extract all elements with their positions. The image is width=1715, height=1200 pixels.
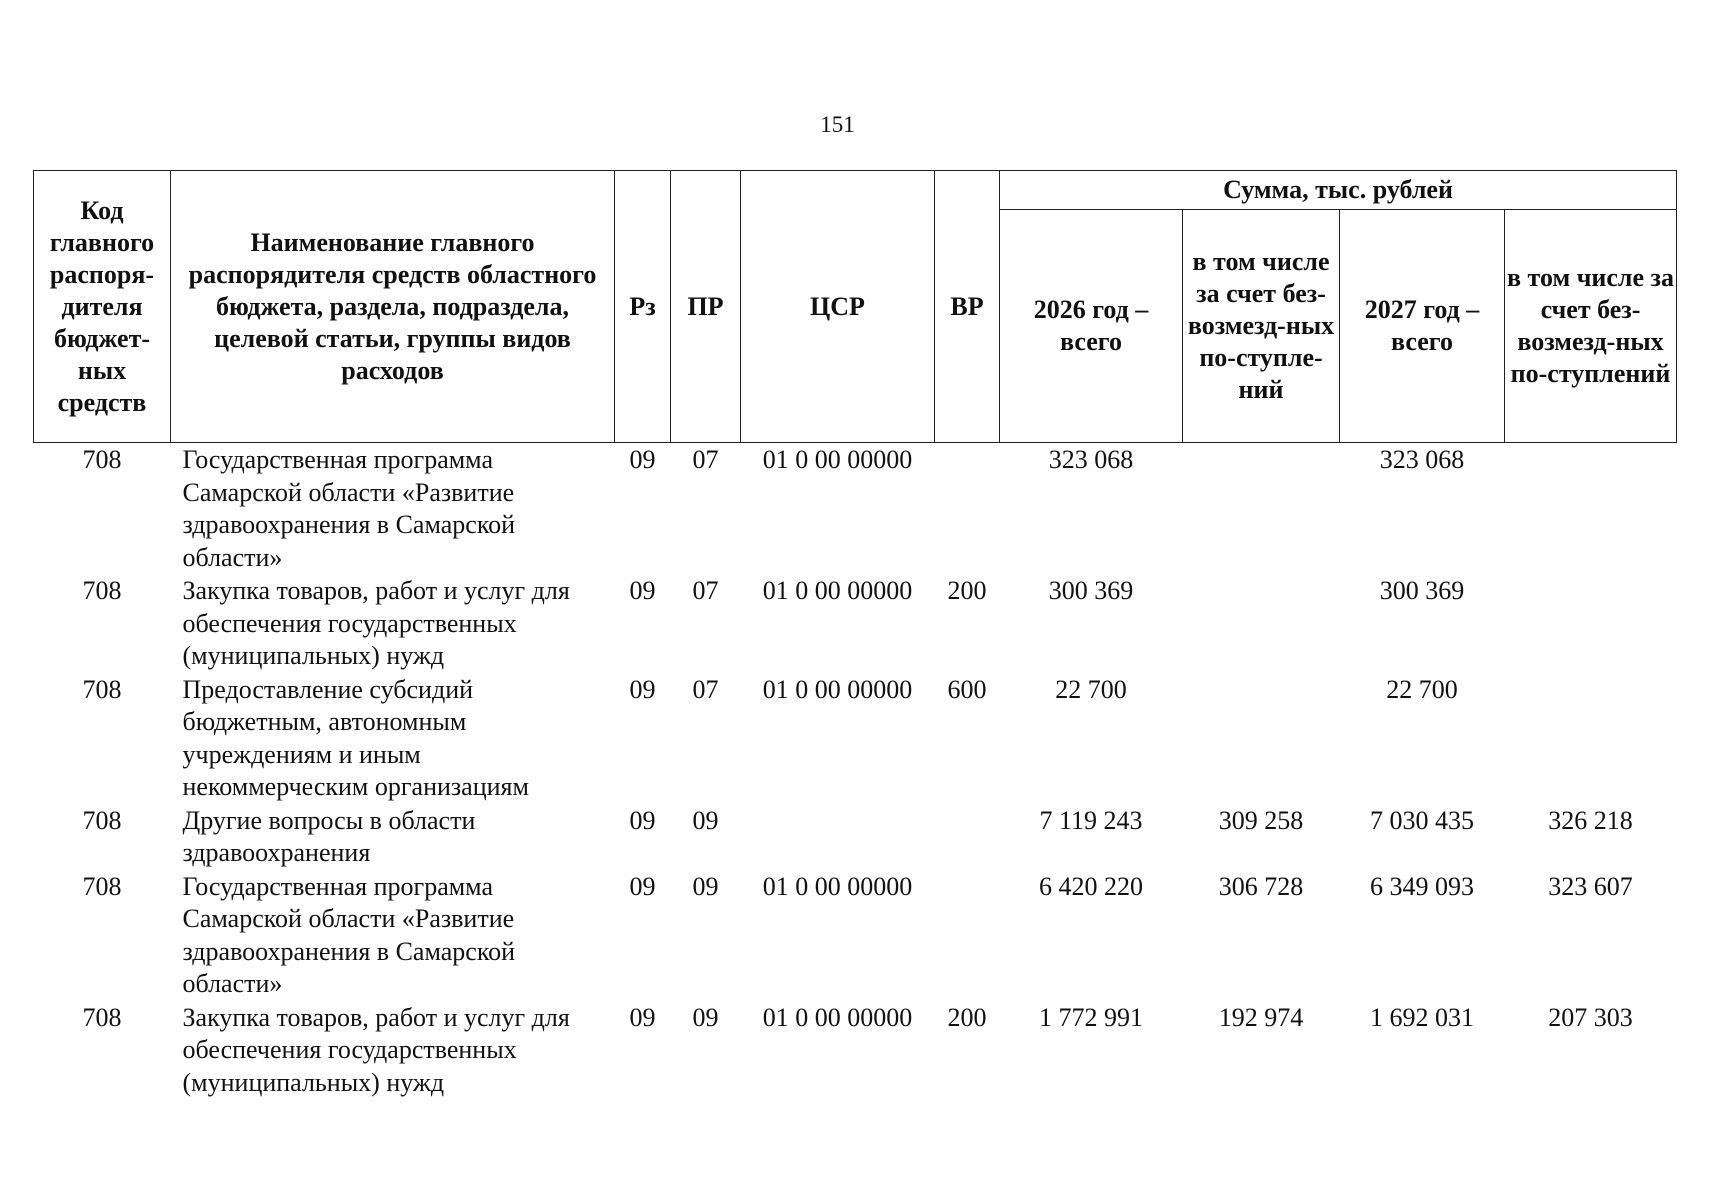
cell-2026-grants xyxy=(1183,443,1340,575)
cell-pr: 09 xyxy=(692,871,719,901)
cell-vr: 200 xyxy=(947,576,987,605)
cell-2026-grants: 192 974 xyxy=(1218,1002,1304,1032)
cell-2026-grants: 306 728 xyxy=(1218,871,1304,901)
table-row xyxy=(34,1001,1677,1100)
header-2027-total: 2027 год – всего xyxy=(1340,210,1505,443)
cell-vr xyxy=(935,443,1000,575)
header-csr: ЦСР xyxy=(741,171,935,443)
cell-2027-grants: 207 303 xyxy=(1548,1002,1633,1032)
page-number: 151 xyxy=(820,112,855,137)
header-name: Наименование главного распорядителя средств областного бюджета, раздела, подраздела, целевой статьи, группы видов расходов xyxy=(171,171,615,443)
table-row xyxy=(34,443,1677,575)
cell-2027-total: 6 349 093 xyxy=(1370,871,1474,901)
cell-2026-total: 22 700 xyxy=(1055,674,1127,704)
cell-2026-total: 6 420 220 xyxy=(1039,871,1143,901)
cell-2027-grants: 323 607 xyxy=(1548,871,1633,901)
cell-2026-total: 7 119 243 xyxy=(1039,805,1143,835)
cell-2027-total: 300 369 xyxy=(1379,576,1465,605)
cell-2026-total: 323 068 xyxy=(1048,445,1134,474)
cell-2026-total: 1 772 991 xyxy=(1039,1002,1143,1032)
cell-pr: 07 xyxy=(692,674,719,704)
cell-2027-grants: 326 218 xyxy=(1548,805,1633,835)
table-row xyxy=(34,574,1677,673)
cell-pr: 09 xyxy=(692,805,719,835)
cell-2027-total: 7 030 435 xyxy=(1370,805,1474,835)
cell-code: 708 xyxy=(82,871,122,901)
header-code: Код главного распоря-дителя бюджет-ных средств xyxy=(34,171,171,443)
cell-code: 708 xyxy=(82,674,122,704)
table-row xyxy=(34,673,1677,804)
cell-code: 708 xyxy=(82,445,122,474)
table-row xyxy=(34,804,1677,870)
cell-2026-grants: 309 258 xyxy=(1218,805,1304,835)
cell-2027-grants xyxy=(1505,574,1677,673)
header-vr: ВР xyxy=(935,171,1000,443)
cell-code: 708 xyxy=(82,576,122,605)
cell-name: Закупка товаров, работ и услуг для обеспечения государственных (муниципальных) нужд xyxy=(182,576,570,670)
header-rz: Рз xyxy=(615,171,671,443)
cell-csr xyxy=(741,804,935,870)
cell-code: 708 xyxy=(82,1002,122,1032)
cell-2027-total: 22 700 xyxy=(1386,674,1458,704)
header-2027-grants: в том числе за счет без-возмезд-ных по-ступлений xyxy=(1505,210,1677,443)
header-2026-grants: в том числе за счет без-возмезд-ных по-ступле-ний xyxy=(1183,210,1340,443)
cell-2027-total: 323 068 xyxy=(1379,445,1465,474)
cell-csr: 01 0 00 00000 xyxy=(762,1002,913,1032)
table-header xyxy=(34,171,1677,443)
cell-rz: 09 xyxy=(629,576,656,605)
cell-name: Другие вопросы в области здравоохранения xyxy=(182,805,476,867)
cell-pr: 09 xyxy=(692,1002,719,1032)
cell-rz: 09 xyxy=(629,445,656,474)
cell-2026-grants xyxy=(1183,574,1340,673)
cell-2027-grants xyxy=(1505,673,1677,804)
table-row xyxy=(34,870,1677,1001)
table-body xyxy=(34,443,1677,1100)
cell-csr: 01 0 00 00000 xyxy=(762,871,913,901)
cell-name: Закупка товаров, работ и услуг для обеспечения государственных (муниципальных) нужд xyxy=(182,1002,570,1097)
cell-csr: 01 0 00 00000 xyxy=(762,445,913,474)
cell-rz: 09 xyxy=(629,805,656,835)
cell-2027-total: 1 692 031 xyxy=(1370,1002,1474,1032)
cell-2027-grants xyxy=(1505,443,1677,575)
cell-pr: 07 xyxy=(692,576,719,605)
cell-rz: 09 xyxy=(629,674,656,704)
cell-name: Государственная программа Самарской области «Развитие здравоохранения в Самарской области» xyxy=(182,445,516,572)
cell-name: Государственная программа Самарской области «Развитие здравоохранения в Самарской области» xyxy=(182,871,516,998)
cell-csr: 01 0 00 00000 xyxy=(762,674,913,704)
cell-2026-grants xyxy=(1183,673,1340,804)
cell-vr xyxy=(935,870,1000,1001)
budget-table xyxy=(33,170,1677,1099)
cell-name: Предоставление субсидий бюджетным, автономным учреждениям и иным некоммерческим организациям xyxy=(182,674,529,801)
header-pr: ПР xyxy=(671,171,741,443)
cell-rz: 09 xyxy=(629,871,656,901)
cell-code: 708 xyxy=(82,805,122,835)
header-2026-total: 2026 год – всего xyxy=(1000,210,1183,443)
cell-rz: 09 xyxy=(629,1002,656,1032)
cell-vr: 200 xyxy=(947,1002,987,1032)
cell-csr: 01 0 00 00000 xyxy=(762,576,913,605)
header-sum: Сумма, тыс. рублей xyxy=(1000,171,1677,210)
cell-vr xyxy=(935,804,1000,870)
cell-2026-total: 300 369 xyxy=(1048,576,1134,605)
cell-vr: 600 xyxy=(947,674,987,704)
cell-pr: 07 xyxy=(692,445,719,474)
